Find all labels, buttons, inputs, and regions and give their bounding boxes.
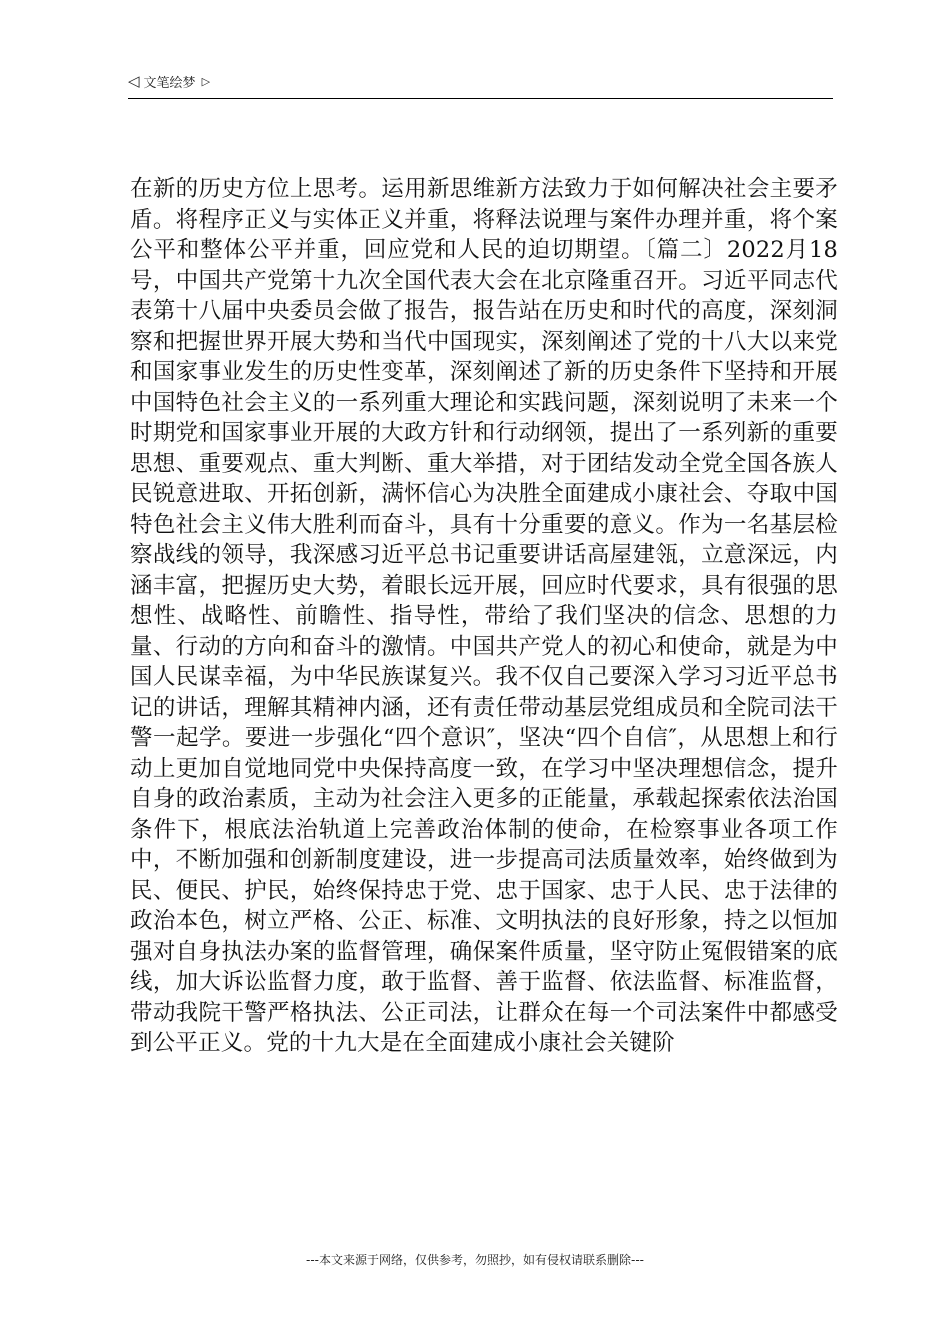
brand-label: 文笔绘梦 bbox=[143, 76, 196, 91]
body-paragraph: 在新的历史方位上思考。运用新思维新方法致力于如何解决社会主要矛盾。将程序正义与实体正义并重，将释法说理与案件办理并重，将个案公平和整体公平并重，回应党和人民的迫切期望。〔篇二〕2022月18号，中国共产党第十九次全国代表大会在北京隆重召开。习近平同志代表第十八届中央委员会做了报告，报告站在历史和时代的高度，深刻洞察和把握世界开展大势和当代中国现实，深刻阐述了党的十八大以来党和国家事业发生的历史性变革，深刻阐述了新的历史条件下坚持和开展中国特色社会主义的一系列重大理论和实践问题，深刻说明了未来一个时期党和国家事业开展的大政方针和行动纲领，提出了一系列新的重要思想、重要观点、重大判断、重大举措，对于团结发动全党全国各族人民锐意进取、开拓创新，满怀信心为决胜全面建成小康社会、夺取中国特色社会主义伟大胜利而奋斗，具有十分重要的意义。作为一名基层检察战线的领导，我深感习近平总书记重要讲话高屋建瓴，立意深远，内涵丰富，把握历史大势，着眼长远开展，回应时代要求，具有很强的思想性、战略性、前瞻性、指导性，带给了我们坚决的信念、思想的力量、行动的方向和奋斗的激情。中国共产党人的初心和使命，就是为中国人民谋幸福，为中华民族谋复兴。我不仅自己要深入学习习近平总书记的讲话，理解其精神内涵，还有责任带动基层党组成员和全院司法干警一起学。要进一步强化“四个意识″，坚决“四个自信″，从思想上和行动上更加自觉地同党中央保持高度一致，在学习中坚决理想信念，提升自身的政治素质，主动为社会注入更多的正能量，承载起探索依法治国条件下，根底法治轨道上完善政治体制的使命，在检察事业各项工作中，不断加强和创新制度建设，进一步提高司法质量效率，始终做到为民、便民、护民，始终保持忠于党、忠于国家、忠于人民、忠于法律的政治本色，树立严格、公正、标准、文明执法的良好形象，持之以恒加强对自身执法办案的监督管理，确保案件质量，坚守防止冤假错案的底线，加大诉讼监督力度，敢于监督、善于监督、依法监督、标准监督，带动我院干警严格执法、公正司法，让群众在每一个司法案件中都感受到公平正义。党的十九大是在全面建成小康社会关键阶 bbox=[130, 176, 838, 1056]
triangle-right-outline-icon: ▷ bbox=[201, 75, 211, 88]
page-header bbox=[128, 70, 833, 99]
triangle-left-outline-icon: ◁ bbox=[128, 72, 140, 90]
brand bbox=[128, 72, 210, 91]
footer-disclaimer: ---本文来源于网络，仅供参考，勿照抄，如有侵权请联系删除--- bbox=[306, 1253, 644, 1267]
